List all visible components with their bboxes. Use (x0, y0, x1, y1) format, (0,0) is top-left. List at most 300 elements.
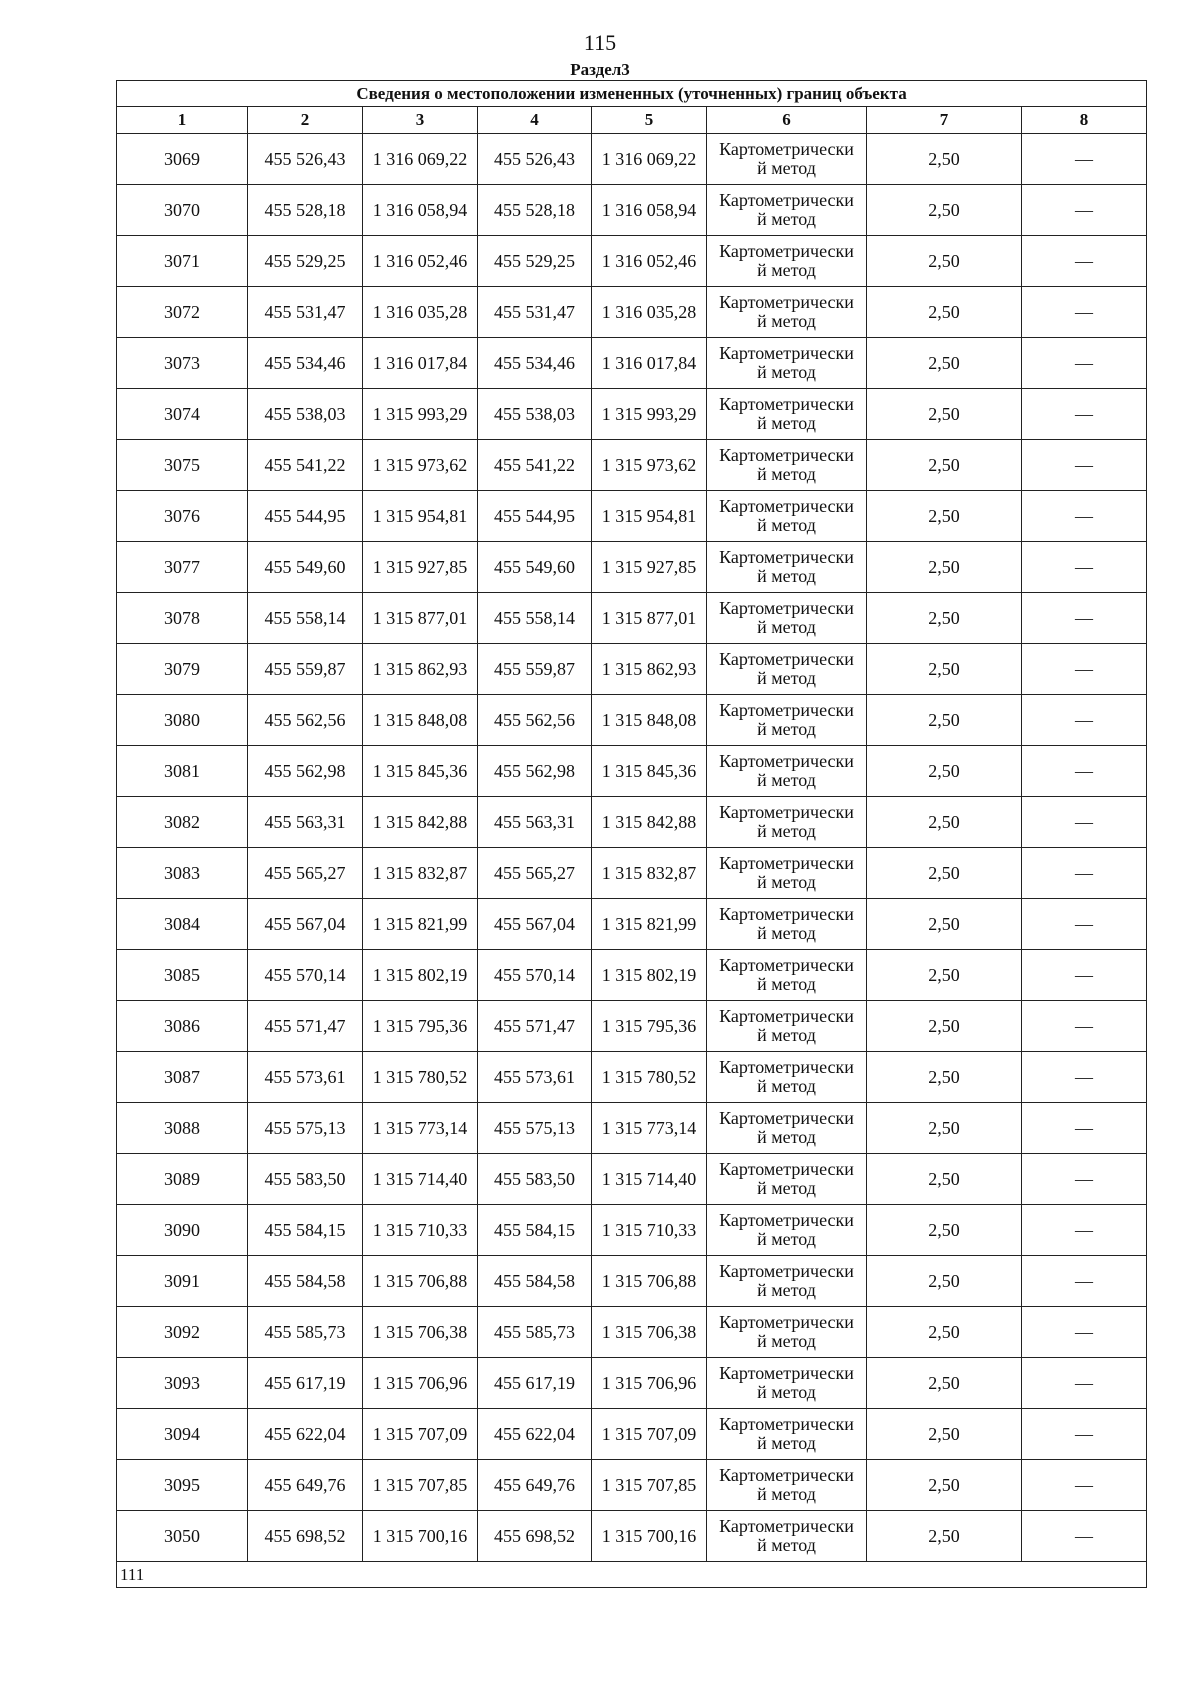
table-row (117, 1052, 1147, 1103)
dash-cell: — (1022, 746, 1147, 797)
dash-cell: — (1022, 1256, 1147, 1307)
x-old-cell: 455 571,47 (248, 1001, 363, 1052)
method-line: й метод (757, 464, 816, 484)
point-number-cell: 3095 (117, 1460, 248, 1511)
y-new-cell: 1 315 707,85 (592, 1460, 707, 1511)
y-new-cell: 1 315 877,01 (592, 593, 707, 644)
x-old-cell: 455 649,76 (248, 1460, 363, 1511)
method-cell (707, 287, 867, 338)
y-old-cell: 1 315 707,09 (363, 1409, 478, 1460)
method-line: Картометрически (719, 1108, 854, 1128)
method-line: Картометрически (719, 1261, 854, 1281)
x-old-cell: 455 585,73 (248, 1307, 363, 1358)
method-cell (707, 1001, 867, 1052)
table-row (117, 1307, 1147, 1358)
point-number-cell: 3086 (117, 1001, 248, 1052)
y-old-cell: 1 315 877,01 (363, 593, 478, 644)
method-line: й метод (757, 413, 816, 433)
table-header-row (117, 107, 1147, 134)
accuracy-cell: 2,50 (867, 1460, 1022, 1511)
method-line: Картометрически (719, 343, 854, 363)
y-old-cell: 1 315 845,36 (363, 746, 478, 797)
y-new-cell: 1 316 052,46 (592, 236, 707, 287)
x-new-cell: 455 575,13 (478, 1103, 592, 1154)
method-line: й метод (757, 923, 816, 943)
method-cell (707, 1052, 867, 1103)
y-old-cell: 1 316 058,94 (363, 185, 478, 236)
point-number-cell: 3092 (117, 1307, 248, 1358)
y-new-cell: 1 315 706,96 (592, 1358, 707, 1409)
accuracy-cell: 2,50 (867, 950, 1022, 1001)
y-old-cell: 1 315 710,33 (363, 1205, 478, 1256)
dash-cell: — (1022, 134, 1147, 185)
y-old-cell: 1 315 832,87 (363, 848, 478, 899)
dash-cell: — (1022, 491, 1147, 542)
column-header: 8 (1022, 107, 1147, 134)
x-new-cell: 455 584,58 (478, 1256, 592, 1307)
column-header: 6 (707, 107, 867, 134)
table-row (117, 389, 1147, 440)
method-cell (707, 185, 867, 236)
dash-cell: — (1022, 1103, 1147, 1154)
accuracy-cell: 2,50 (867, 1256, 1022, 1307)
x-old-cell: 455 544,95 (248, 491, 363, 542)
x-new-cell: 455 563,31 (478, 797, 592, 848)
y-new-cell: 1 315 780,52 (592, 1052, 707, 1103)
table-row (117, 1154, 1147, 1205)
method-line: й метод (757, 1178, 816, 1198)
point-number-cell: 3050 (117, 1511, 248, 1562)
table-row (117, 134, 1147, 185)
x-old-cell: 455 528,18 (248, 185, 363, 236)
point-number-cell: 3070 (117, 185, 248, 236)
method-cell (707, 338, 867, 389)
y-old-cell: 1 315 973,62 (363, 440, 478, 491)
method-line: й метод (757, 1433, 816, 1453)
method-cell (707, 593, 867, 644)
x-new-cell: 455 526,43 (478, 134, 592, 185)
y-old-cell: 1 316 052,46 (363, 236, 478, 287)
table-row (117, 1256, 1147, 1307)
method-line: Картометрически (719, 496, 854, 516)
dash-cell: — (1022, 287, 1147, 338)
point-number-cell: 3075 (117, 440, 248, 491)
table-row (117, 593, 1147, 644)
point-number-cell: 3081 (117, 746, 248, 797)
x-new-cell: 455 565,27 (478, 848, 592, 899)
table-row (117, 644, 1147, 695)
method-line: й метод (757, 1535, 816, 1555)
table-footer-row (117, 1562, 1147, 1588)
method-line: Картометрически (719, 700, 854, 720)
x-old-cell: 455 573,61 (248, 1052, 363, 1103)
method-line: й метод (757, 1127, 816, 1147)
dash-cell: — (1022, 1052, 1147, 1103)
accuracy-cell: 2,50 (867, 542, 1022, 593)
x-new-cell: 455 549,60 (478, 542, 592, 593)
x-new-cell: 455 528,18 (478, 185, 592, 236)
table-row (117, 1001, 1147, 1052)
x-new-cell: 455 617,19 (478, 1358, 592, 1409)
accuracy-cell: 2,50 (867, 746, 1022, 797)
table-row (117, 185, 1147, 236)
dash-cell: — (1022, 797, 1147, 848)
table-row (117, 440, 1147, 491)
method-line: й метод (757, 1382, 816, 1402)
method-line: Картометрически (719, 598, 854, 618)
dash-cell: — (1022, 542, 1147, 593)
method-line: Картометрически (719, 241, 854, 261)
point-number-cell: 3079 (117, 644, 248, 695)
method-cell (707, 1409, 867, 1460)
x-old-cell: 455 617,19 (248, 1358, 363, 1409)
point-number-cell: 3094 (117, 1409, 248, 1460)
y-new-cell: 1 315 927,85 (592, 542, 707, 593)
x-new-cell: 455 562,56 (478, 695, 592, 746)
x-new-cell: 455 571,47 (478, 1001, 592, 1052)
method-cell (707, 1103, 867, 1154)
accuracy-cell: 2,50 (867, 644, 1022, 695)
point-number-cell: 3089 (117, 1154, 248, 1205)
method-line: Картометрически (719, 292, 854, 312)
y-old-cell: 1 315 714,40 (363, 1154, 478, 1205)
method-cell (707, 644, 867, 695)
y-new-cell: 1 315 700,16 (592, 1511, 707, 1562)
x-new-cell: 455 567,04 (478, 899, 592, 950)
point-number-cell: 3085 (117, 950, 248, 1001)
method-line: й метод (757, 158, 816, 178)
x-old-cell: 455 575,13 (248, 1103, 363, 1154)
accuracy-cell: 2,50 (867, 899, 1022, 950)
accuracy-cell: 2,50 (867, 389, 1022, 440)
method-line: й метод (757, 770, 816, 790)
x-new-cell: 455 583,50 (478, 1154, 592, 1205)
table-row (117, 899, 1147, 950)
y-new-cell: 1 315 714,40 (592, 1154, 707, 1205)
point-number-cell: 3080 (117, 695, 248, 746)
accuracy-cell: 2,50 (867, 287, 1022, 338)
table-row (117, 797, 1147, 848)
table-row (117, 1103, 1147, 1154)
page-number: 115 (583, 30, 617, 55)
method-line: Картометрически (719, 1363, 854, 1383)
x-new-cell: 455 544,95 (478, 491, 592, 542)
x-old-cell: 455 565,27 (248, 848, 363, 899)
method-line: Картометрически (719, 1159, 854, 1179)
method-line: Картометрически (719, 802, 854, 822)
y-old-cell: 1 315 707,85 (363, 1460, 478, 1511)
y-new-cell: 1 315 832,87 (592, 848, 707, 899)
y-old-cell: 1 315 700,16 (363, 1511, 478, 1562)
x-old-cell: 455 534,46 (248, 338, 363, 389)
method-line: Картометрически (719, 139, 854, 159)
table-caption: Сведения о местоположении измененных (уточненных) границ объекта (117, 81, 1147, 107)
table-body (117, 134, 1147, 1562)
point-number-cell: 3090 (117, 1205, 248, 1256)
method-cell (707, 389, 867, 440)
method-cell (707, 1460, 867, 1511)
y-new-cell: 1 315 773,14 (592, 1103, 707, 1154)
table-row (117, 746, 1147, 797)
point-number-cell: 3093 (117, 1358, 248, 1409)
y-new-cell: 1 316 069,22 (592, 134, 707, 185)
x-old-cell: 455 558,14 (248, 593, 363, 644)
table-row (117, 1511, 1147, 1562)
method-cell (707, 797, 867, 848)
method-line: й метод (757, 1229, 816, 1249)
x-old-cell: 455 529,25 (248, 236, 363, 287)
method-line: Картометрически (719, 955, 854, 975)
y-new-cell: 1 315 845,36 (592, 746, 707, 797)
method-line: Картометрически (719, 1516, 854, 1536)
dash-cell: — (1022, 1358, 1147, 1409)
accuracy-cell: 2,50 (867, 1307, 1022, 1358)
point-number-cell: 3078 (117, 593, 248, 644)
column-header: 7 (867, 107, 1022, 134)
y-new-cell: 1 315 707,09 (592, 1409, 707, 1460)
method-line: Картометрически (719, 1006, 854, 1026)
accuracy-cell: 2,50 (867, 1103, 1022, 1154)
point-number-cell: 3088 (117, 1103, 248, 1154)
table-row (117, 542, 1147, 593)
coordinates-table (116, 80, 1147, 1588)
point-number-cell: 3091 (117, 1256, 248, 1307)
method-line: Картометрически (719, 1312, 854, 1332)
point-number-cell: 3082 (117, 797, 248, 848)
x-old-cell: 455 584,58 (248, 1256, 363, 1307)
accuracy-cell: 2,50 (867, 1409, 1022, 1460)
method-line: й метод (757, 362, 816, 382)
method-line: й метод (757, 668, 816, 688)
x-new-cell: 455 538,03 (478, 389, 592, 440)
x-old-cell: 455 583,50 (248, 1154, 363, 1205)
accuracy-cell: 2,50 (867, 848, 1022, 899)
column-header: 2 (248, 107, 363, 134)
method-line: й метод (757, 1025, 816, 1045)
method-line: й метод (757, 515, 816, 535)
y-new-cell: 1 315 802,19 (592, 950, 707, 1001)
y-old-cell: 1 315 993,29 (363, 389, 478, 440)
method-line: Картометрически (719, 1210, 854, 1230)
table-row (117, 236, 1147, 287)
x-old-cell: 455 531,47 (248, 287, 363, 338)
y-old-cell: 1 315 862,93 (363, 644, 478, 695)
accuracy-cell: 2,50 (867, 1205, 1022, 1256)
y-old-cell: 1 315 927,85 (363, 542, 478, 593)
dash-cell: — (1022, 1205, 1147, 1256)
method-line: Картометрически (719, 445, 854, 465)
x-new-cell: 455 559,87 (478, 644, 592, 695)
y-new-cell: 1 315 821,99 (592, 899, 707, 950)
method-line: Картометрически (719, 1414, 854, 1434)
x-old-cell: 455 538,03 (248, 389, 363, 440)
method-line: й метод (757, 872, 816, 892)
y-old-cell: 1 315 773,14 (363, 1103, 478, 1154)
table-footer-note: 111 (117, 1562, 1147, 1588)
method-cell (707, 695, 867, 746)
y-new-cell: 1 315 993,29 (592, 389, 707, 440)
point-number-cell: 3072 (117, 287, 248, 338)
x-old-cell: 455 698,52 (248, 1511, 363, 1562)
y-new-cell: 1 315 862,93 (592, 644, 707, 695)
accuracy-cell: 2,50 (867, 440, 1022, 491)
x-old-cell: 455 559,87 (248, 644, 363, 695)
x-new-cell: 455 531,47 (478, 287, 592, 338)
method-line: й метод (757, 719, 816, 739)
dash-cell: — (1022, 593, 1147, 644)
y-new-cell: 1 316 058,94 (592, 185, 707, 236)
method-line: й метод (757, 311, 816, 331)
point-number-cell: 3084 (117, 899, 248, 950)
method-line: й метод (757, 1076, 816, 1096)
column-header: 3 (363, 107, 478, 134)
accuracy-cell: 2,50 (867, 1001, 1022, 1052)
method-line: Картометрически (719, 394, 854, 414)
x-old-cell: 455 562,98 (248, 746, 363, 797)
accuracy-cell: 2,50 (867, 185, 1022, 236)
dash-cell: — (1022, 1307, 1147, 1358)
table-row (117, 950, 1147, 1001)
dash-cell: — (1022, 389, 1147, 440)
dash-cell: — (1022, 440, 1147, 491)
x-old-cell: 455 584,15 (248, 1205, 363, 1256)
y-new-cell: 1 315 954,81 (592, 491, 707, 542)
point-number-cell: 3077 (117, 542, 248, 593)
method-line: Картометрически (719, 190, 854, 210)
x-old-cell: 455 567,04 (248, 899, 363, 950)
method-line: Картометрически (719, 751, 854, 771)
point-number-cell: 3076 (117, 491, 248, 542)
method-cell (707, 134, 867, 185)
accuracy-cell: 2,50 (867, 236, 1022, 287)
method-line: Картометрически (719, 904, 854, 924)
x-old-cell: 455 562,56 (248, 695, 363, 746)
method-line: Картометрически (719, 547, 854, 567)
y-old-cell: 1 316 069,22 (363, 134, 478, 185)
point-number-cell: 3087 (117, 1052, 248, 1103)
method-line: й метод (757, 1331, 816, 1351)
method-line: й метод (757, 974, 816, 994)
y-old-cell: 1 316 035,28 (363, 287, 478, 338)
x-old-cell: 455 541,22 (248, 440, 363, 491)
dash-cell: — (1022, 236, 1147, 287)
x-new-cell: 455 529,25 (478, 236, 592, 287)
dash-cell: — (1022, 1460, 1147, 1511)
method-line: й метод (757, 566, 816, 586)
method-cell (707, 236, 867, 287)
accuracy-cell: 2,50 (867, 1358, 1022, 1409)
point-number-cell: 3083 (117, 848, 248, 899)
accuracy-cell: 2,50 (867, 134, 1022, 185)
y-new-cell: 1 315 973,62 (592, 440, 707, 491)
dash-cell: — (1022, 1154, 1147, 1205)
table-row (117, 491, 1147, 542)
y-old-cell: 1 315 848,08 (363, 695, 478, 746)
method-cell (707, 542, 867, 593)
table-row (117, 338, 1147, 389)
table-row (117, 1409, 1147, 1460)
y-old-cell: 1 316 017,84 (363, 338, 478, 389)
method-cell (707, 899, 867, 950)
point-number-cell: 3073 (117, 338, 248, 389)
method-line: Картометрически (719, 1465, 854, 1485)
y-old-cell: 1 315 780,52 (363, 1052, 478, 1103)
y-old-cell: 1 315 706,38 (363, 1307, 478, 1358)
table-row (117, 1358, 1147, 1409)
method-cell (707, 848, 867, 899)
x-new-cell: 455 649,76 (478, 1460, 592, 1511)
y-old-cell: 1 315 842,88 (363, 797, 478, 848)
column-header: 4 (478, 107, 592, 134)
method-cell (707, 1358, 867, 1409)
table-row (117, 695, 1147, 746)
y-old-cell: 1 315 795,36 (363, 1001, 478, 1052)
method-line: й метод (757, 260, 816, 280)
method-cell (707, 1154, 867, 1205)
method-cell (707, 440, 867, 491)
point-number-cell: 3071 (117, 236, 248, 287)
table-caption-row (117, 81, 1147, 107)
point-number-cell: 3069 (117, 134, 248, 185)
point-number-cell: 3074 (117, 389, 248, 440)
accuracy-cell: 2,50 (867, 1052, 1022, 1103)
x-new-cell: 455 698,52 (478, 1511, 592, 1562)
y-new-cell: 1 315 706,38 (592, 1307, 707, 1358)
method-cell (707, 491, 867, 542)
x-old-cell: 455 563,31 (248, 797, 363, 848)
y-old-cell: 1 315 706,88 (363, 1256, 478, 1307)
dash-cell: — (1022, 644, 1147, 695)
x-new-cell: 455 534,46 (478, 338, 592, 389)
y-new-cell: 1 315 706,88 (592, 1256, 707, 1307)
x-new-cell: 455 584,15 (478, 1205, 592, 1256)
accuracy-cell: 2,50 (867, 1154, 1022, 1205)
dash-cell: — (1022, 338, 1147, 389)
method-line: й метод (757, 209, 816, 229)
table-row (117, 287, 1147, 338)
method-cell (707, 1511, 867, 1562)
y-new-cell: 1 315 848,08 (592, 695, 707, 746)
y-new-cell: 1 315 842,88 (592, 797, 707, 848)
x-new-cell: 455 570,14 (478, 950, 592, 1001)
method-cell (707, 746, 867, 797)
dash-cell: — (1022, 185, 1147, 236)
accuracy-cell: 2,50 (867, 491, 1022, 542)
dash-cell: — (1022, 695, 1147, 746)
y-new-cell: 1 315 710,33 (592, 1205, 707, 1256)
x-new-cell: 455 573,61 (478, 1052, 592, 1103)
x-old-cell: 455 622,04 (248, 1409, 363, 1460)
method-line: Картометрически (719, 649, 854, 669)
column-header: 1 (117, 107, 248, 134)
x-new-cell: 455 541,22 (478, 440, 592, 491)
section-title: Раздел3 (570, 60, 630, 79)
method-line: й метод (757, 1280, 816, 1300)
x-old-cell: 455 526,43 (248, 134, 363, 185)
accuracy-cell: 2,50 (867, 1511, 1022, 1562)
x-old-cell: 455 549,60 (248, 542, 363, 593)
table-row (117, 1205, 1147, 1256)
accuracy-cell: 2,50 (867, 338, 1022, 389)
x-new-cell: 455 585,73 (478, 1307, 592, 1358)
dash-cell: — (1022, 1511, 1147, 1562)
accuracy-cell: 2,50 (867, 797, 1022, 848)
table-row (117, 1460, 1147, 1511)
y-old-cell: 1 315 821,99 (363, 899, 478, 950)
dash-cell: — (1022, 848, 1147, 899)
dash-cell: — (1022, 899, 1147, 950)
x-new-cell: 455 622,04 (478, 1409, 592, 1460)
